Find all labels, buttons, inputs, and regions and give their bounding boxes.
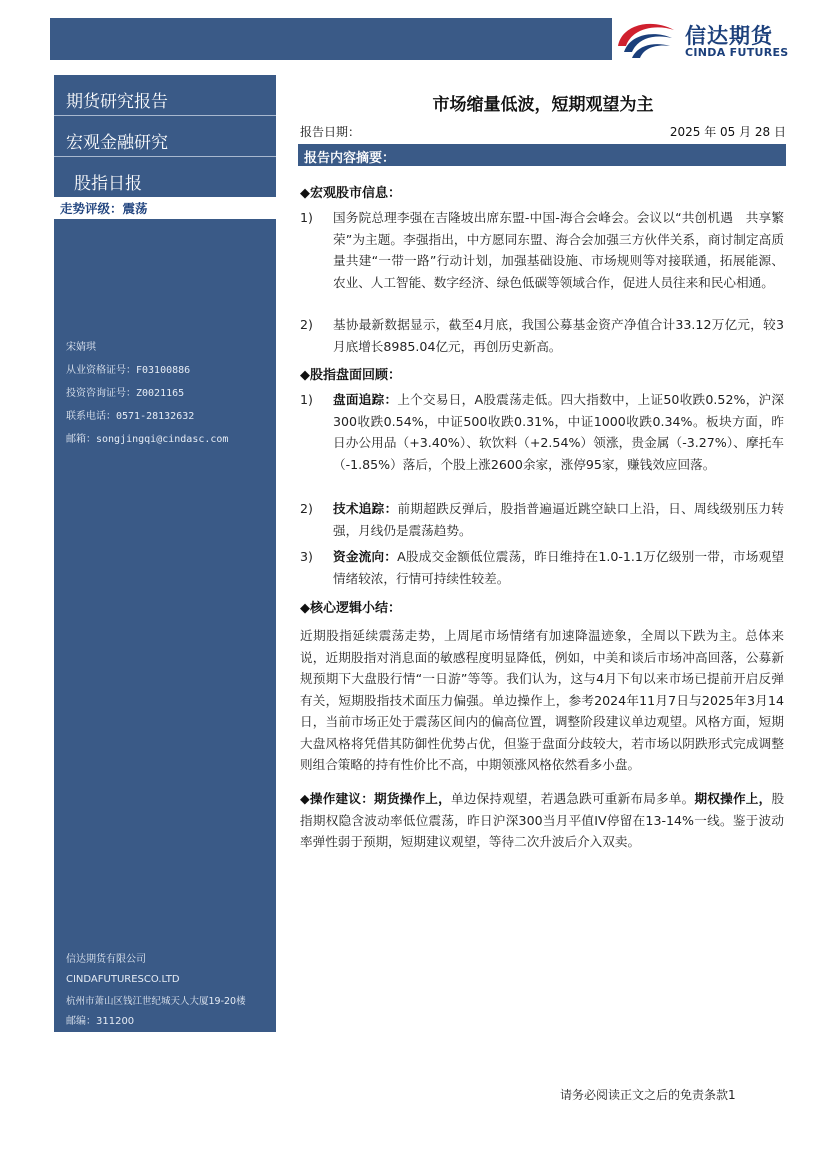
item-number: 1) — [300, 392, 313, 407]
contact-email[interactable]: 邮箱：songjingqi@cindasc.com — [66, 434, 229, 445]
market-item — [300, 498, 784, 542]
cinda-futures-logo — [612, 14, 802, 64]
logo-english-name: CINDA FUTURES — [685, 46, 789, 59]
trend-rating-value: 震荡 — [122, 201, 148, 216]
advice-futures-label: 期货操作上， — [374, 791, 451, 806]
item-text — [333, 498, 784, 541]
advice-options-label: 期权操作上， — [694, 791, 772, 806]
item-text — [333, 546, 784, 589]
report-date-label: 报告日期： — [300, 125, 361, 139]
item-number: 1) — [300, 210, 313, 225]
logo-chinese-name: 信达期货 — [685, 24, 773, 48]
advice-heading: ◆操作建议： — [300, 791, 375, 806]
consulting-number: 投资咨询证号：Z0021165 — [66, 388, 185, 399]
item-number: 2) — [300, 317, 313, 332]
advice-options-text: 股指期权隐含波动率低位震荡，昨日沪深300当月平值IV停留在13-14%一线。鉴于波动率弹性弱于预期，短期建议观望，等待二次升波后介入双卖。 — [300, 791, 785, 849]
item-body: A股成交金额低位震荡，昨日维持在1.0-1.1万亿级别一带，市场观望情绪较浓，行情可持续性较差。 — [333, 549, 785, 586]
company-postcode: 邮编：311200 — [66, 1016, 135, 1027]
logic-section-heading: ◆核心逻辑小结： — [300, 601, 401, 616]
item-label: 资金流向： — [333, 549, 398, 564]
logo-mark-icon — [612, 16, 682, 62]
item-label: 盘面追踪： — [333, 392, 398, 407]
sidebar-divider — [54, 115, 276, 116]
sidebar — [54, 75, 276, 1032]
sidebar-item-index-daily: 股指日报 — [74, 174, 142, 194]
market-section-heading: ◆股指盘面回顾： — [300, 368, 401, 383]
item-number: 2) — [300, 501, 313, 516]
company-name: 信达期货有限公司 — [66, 954, 146, 965]
item-body: 上个交易日，A股震荡走低。四大指数中，上证50收跌0.52%，沪深300收跌0.54%，中证500收跌0.31%，中证1000收跌0.34%。板块方面，昨日办公用品（+3.40%）、软饮料（+2.54%）领涨，贵金属（-3.27%）、摩托车（-1.85%）落后，个股上涨2600余家，涨停95家，赚钱效应回落。 — [333, 392, 785, 472]
market-item — [300, 389, 784, 489]
summary-heading: 报告内容摘要： — [304, 151, 396, 166]
item-text: 基协最新数据显示，截至4月底，我国公募基金资产净值合计33.12万亿元，较3月底增长8985.04亿元，再创历史新高。 — [333, 317, 784, 354]
sidebar-divider — [54, 156, 276, 157]
report-title: 市场缩量低波，短期观望为主 — [432, 95, 654, 115]
company-website: CINDAFUTURESCO.LTD — [66, 974, 180, 985]
item-body: 前期超跌反弹后，股指普遍逼近跳空缺口上沿，日、周线级别压力转强，月线仍是震荡趋势。 — [333, 501, 785, 538]
disclaimer-note: 请务必阅读正文之后的免责条款1 — [560, 1088, 736, 1102]
report-date-value: 2025 年 05 月 28 日 — [669, 125, 786, 139]
macro-section-heading: ◆宏观股市信息： — [300, 186, 401, 201]
sidebar-item-futures-report: 期货研究报告 — [66, 92, 168, 112]
market-item — [300, 546, 784, 590]
item-number: 3) — [300, 549, 313, 564]
top-header-bar — [50, 18, 612, 60]
item-label: 技术追踪： — [333, 501, 398, 516]
summary-header-bar — [298, 144, 786, 166]
logic-paragraph: 近期股指延续震荡走势，上周尾市场情绪有加速降温迹象，全周以下跌为主。总体来说，近期股指对消息面的敏感程度明显降低，例如，中美和谈后市场冲高回落，公募新规预期下大盘股行情“一日游”等等。我们认为，这与4月下旬以来市场已提前开启反弹有关，短期股指技术面压力偏强。单边操作上，参考2024年11月7日与2025年3月14日，当前市场正处于震荡区间内的偏高位置，调整阶段建议单边观望。风格方面，短期大盘风格将凭借其防御性优势占优，但鉴于盘面分歧较大，若市场以阴跌形式完成调整则组合策略的持有性价比不高，中期领涨风格依然看多小盘。 — [300, 628, 784, 772]
analyst-name: 宋婧琪 — [66, 342, 96, 353]
macro-item — [300, 207, 784, 301]
sidebar-item-macro-finance: 宏观金融研究 — [66, 133, 168, 153]
contact-phone: 联系电话：0571-28132632 — [66, 411, 195, 422]
trend-rating — [60, 199, 148, 217]
qualification-number: 从业资格证号：F03100886 — [66, 365, 191, 376]
macro-item — [300, 314, 784, 358]
item-text — [333, 389, 784, 475]
item-text: 国务院总理李强在吉隆坡出席东盟-中国-海合会峰会。会议以“共创机遇 共享繁荣”为主题。李强指出，中方愿同东盟、海合会加强三方伙伴关系，商讨制定高质量共建“一带一路”行动计划，加强基础设施、市场规则等对接联通，拓展能源、农业、人工智能、数字经济、绿色低碳等领域合作，促进人员往来和民心相通。 — [333, 210, 784, 290]
advice-paragraph — [300, 788, 784, 853]
trend-rating-label: 走势评级： — [60, 201, 123, 216]
advice-futures-text: 单边保持观望，若遇急跌可重新布局多单。 — [450, 791, 695, 806]
company-address: 杭州市萧山区钱江世纪城天人大厦19-20楼 — [66, 996, 246, 1007]
